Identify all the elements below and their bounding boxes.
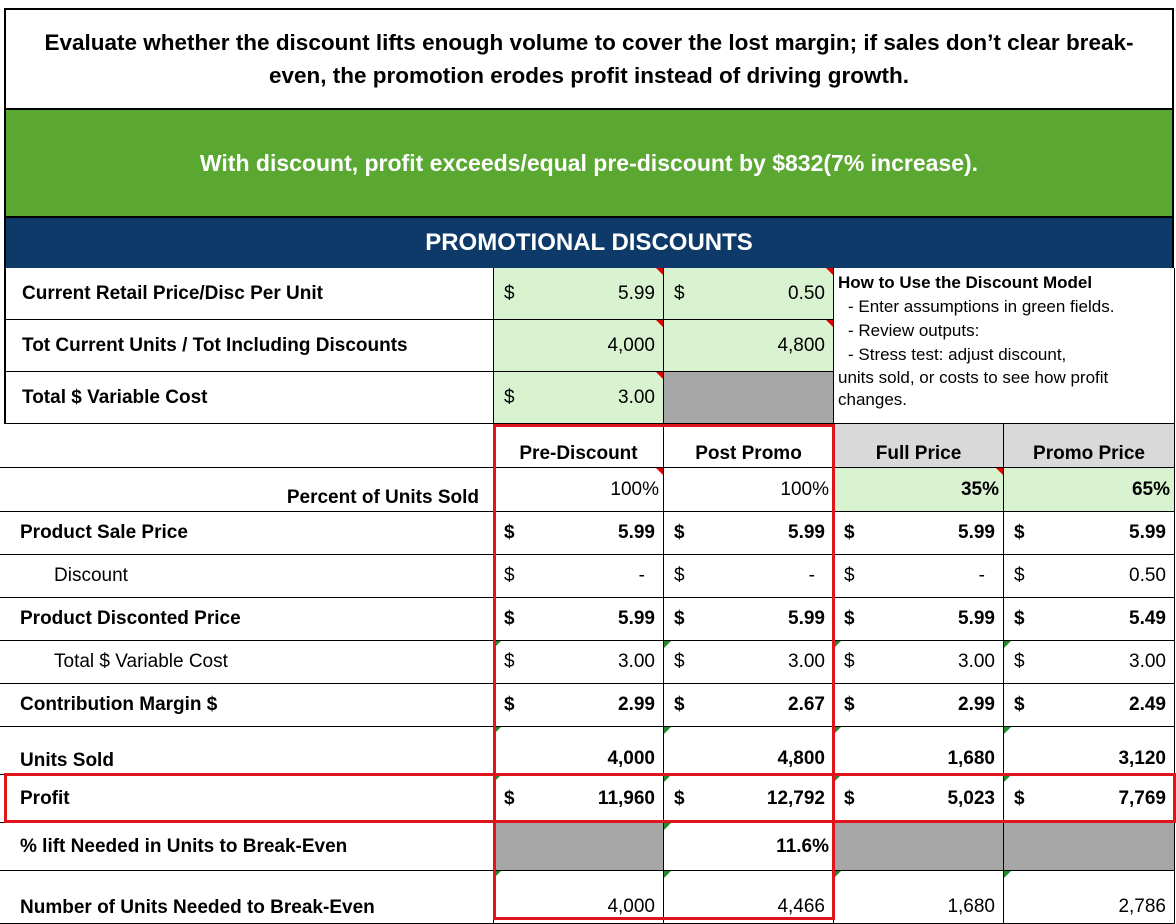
cell-discount-pre bbox=[494, 555, 664, 598]
cell-value: - bbox=[978, 565, 985, 586]
cell-breakeven-post bbox=[664, 871, 834, 924]
how-to-line: - Stress test: adjust discount, bbox=[848, 345, 1067, 364]
input-value: 0.50 bbox=[788, 282, 825, 304]
header-promo-price: Promo Price bbox=[1004, 424, 1175, 468]
cell-sale-price-post bbox=[664, 512, 834, 555]
input-discount-per-unit[interactable] bbox=[664, 268, 834, 320]
cell-value: 2.49 bbox=[1129, 694, 1166, 715]
currency-symbol: $ bbox=[844, 608, 855, 629]
how-to-line: - Enter assumptions in green fields. bbox=[848, 297, 1115, 316]
cell-sale-price-promo bbox=[1004, 512, 1175, 555]
result-banner: With discount, profit exceeds/equal pre-discount by $832(7% increase). bbox=[4, 110, 1174, 216]
cell-varcost-pre bbox=[494, 641, 664, 684]
cell-profit-pre bbox=[494, 775, 664, 823]
header-blank bbox=[0, 424, 494, 468]
header-post-promo: Post Promo bbox=[664, 424, 834, 468]
cell-value: 5.99 bbox=[1129, 522, 1166, 543]
cell-value: 2.67 bbox=[788, 694, 825, 715]
cell-varcost-full bbox=[834, 641, 1004, 684]
cell-value: 4,800 bbox=[777, 748, 825, 769]
currency-symbol: $ bbox=[504, 565, 515, 586]
currency-symbol: $ bbox=[674, 608, 685, 629]
cell-percent-post bbox=[664, 468, 834, 512]
currency-symbol: $ bbox=[504, 608, 515, 629]
cell-units-post bbox=[664, 727, 834, 775]
currency-symbol: $ bbox=[674, 565, 685, 586]
cell-lift-pre bbox=[494, 823, 664, 871]
row-label-units-sold: Units Sold bbox=[0, 727, 494, 775]
cell-breakeven-promo bbox=[1004, 871, 1175, 924]
currency-symbol: $ bbox=[1014, 694, 1025, 715]
currency-symbol: $ bbox=[674, 694, 685, 715]
header-pre-discount: Pre-Discount bbox=[494, 424, 664, 468]
cell-profit-post bbox=[664, 775, 834, 823]
row-label-sale-price: Product Sale Price bbox=[0, 512, 494, 555]
input-total-units-discounts[interactable] bbox=[664, 320, 834, 372]
currency-symbol: $ bbox=[504, 282, 515, 304]
cell-value: 100% bbox=[610, 478, 659, 500]
instruction-banner: Evaluate whether the discount lifts enough volume to cover the lost margin; if sales don’t clear break-even, the promotion erodes profit instead of driving growth. bbox=[4, 8, 1174, 110]
cell-value: 2.99 bbox=[958, 694, 995, 715]
row-label-discount: Discount bbox=[0, 555, 494, 598]
input-value: 4,000 bbox=[607, 334, 655, 356]
currency-symbol: $ bbox=[1014, 522, 1025, 543]
cell-value: 3.00 bbox=[1129, 651, 1166, 672]
input-value: 3.00 bbox=[618, 386, 655, 408]
cell-varcost-post bbox=[664, 641, 834, 684]
cell-lift-full bbox=[834, 823, 1004, 871]
input-value: 5.99 bbox=[618, 282, 655, 304]
currency-symbol: $ bbox=[1014, 608, 1025, 629]
cell-value: 7,769 bbox=[1118, 787, 1166, 809]
cell-value: 35% bbox=[960, 478, 999, 500]
row-label-variable-cost: Total $ Variable Cost bbox=[0, 641, 494, 684]
header-full-price: Full Price bbox=[834, 424, 1004, 468]
cell-varcost-promo bbox=[1004, 641, 1175, 684]
currency-symbol: $ bbox=[844, 787, 855, 809]
cell-value: - bbox=[638, 565, 645, 586]
currency-symbol: $ bbox=[674, 787, 685, 809]
cell-discount-promo bbox=[1004, 555, 1175, 598]
row-label-contribution-margin: Contribution Margin $ bbox=[0, 684, 494, 727]
currency-symbol: $ bbox=[844, 565, 855, 586]
cell-discounted-full bbox=[834, 598, 1004, 641]
cell-sale-price-full bbox=[834, 512, 1004, 555]
cell-value: 11,960 bbox=[597, 787, 655, 809]
cell-value: 1,680 bbox=[947, 896, 995, 917]
input-label-variable-cost: Total $ Variable Cost bbox=[6, 372, 494, 424]
input-percent-full-price[interactable] bbox=[834, 468, 1004, 512]
row-label-lift-needed: % lift Needed in Units to Break-Even bbox=[0, 823, 494, 871]
cell-value: 5.99 bbox=[958, 608, 995, 629]
currency-symbol: $ bbox=[504, 787, 515, 809]
currency-symbol: $ bbox=[1014, 787, 1025, 809]
how-to-title: How to Use the Discount Model bbox=[838, 273, 1093, 292]
row-label-discounted-price: Product Disconted Price bbox=[0, 598, 494, 641]
cell-value: 11.6% bbox=[776, 835, 829, 857]
how-to-panel bbox=[834, 268, 1175, 424]
cell-units-pre bbox=[494, 727, 664, 775]
currency-symbol: $ bbox=[504, 694, 515, 715]
input-label-price-disc: Current Retail Price/Disc Per Unit bbox=[6, 268, 494, 320]
cell-value: 5.99 bbox=[958, 522, 995, 543]
currency-symbol: $ bbox=[844, 694, 855, 715]
currency-symbol: $ bbox=[844, 651, 855, 672]
cell-value: 4,466 bbox=[777, 896, 825, 917]
cell-discounted-pre bbox=[494, 598, 664, 641]
cell-breakeven-pre bbox=[494, 871, 664, 924]
currency-symbol: $ bbox=[1014, 651, 1025, 672]
cell-value: 5.99 bbox=[788, 522, 825, 543]
row-label-units-break-even: Number of Units Needed to Break-Even bbox=[0, 871, 494, 924]
cell-sale-price-pre bbox=[494, 512, 664, 555]
cell-value: 2,786 bbox=[1118, 896, 1166, 917]
cell-value: 100% bbox=[780, 478, 829, 500]
cell-value: 5.99 bbox=[618, 608, 655, 629]
cell-profit-full bbox=[834, 775, 1004, 823]
currency-symbol: $ bbox=[674, 651, 685, 672]
currency-symbol: $ bbox=[844, 522, 855, 543]
currency-symbol: $ bbox=[504, 651, 515, 672]
cell-units-promo bbox=[1004, 727, 1175, 775]
cell-value: 4,000 bbox=[607, 896, 655, 917]
input-variable-cost[interactable] bbox=[494, 372, 664, 424]
cell-margin-full bbox=[834, 684, 1004, 727]
currency-symbol: $ bbox=[504, 386, 515, 408]
currency-symbol: $ bbox=[674, 522, 685, 543]
input-retail-price[interactable] bbox=[494, 268, 664, 320]
cell-discount-post bbox=[664, 555, 834, 598]
cell-value: 5.99 bbox=[618, 522, 655, 543]
cell-value: 0.50 bbox=[1129, 565, 1166, 586]
cell-value: 5.99 bbox=[788, 608, 825, 629]
how-to-line: - Review outputs: bbox=[848, 321, 980, 340]
cell-margin-pre bbox=[494, 684, 664, 727]
cell-value: 65% bbox=[1131, 478, 1170, 500]
currency-symbol: $ bbox=[504, 522, 515, 543]
empty-gray-cell bbox=[664, 372, 834, 424]
cell-value: 3.00 bbox=[788, 651, 825, 672]
input-current-units[interactable] bbox=[494, 320, 664, 372]
row-label-percent-units: Percent of Units Sold bbox=[0, 468, 494, 512]
cell-discounted-promo bbox=[1004, 598, 1175, 641]
section-title: PROMOTIONAL DISCOUNTS bbox=[4, 216, 1174, 268]
cell-value: 5,023 bbox=[947, 787, 995, 809]
row-label-profit: Profit bbox=[0, 775, 494, 823]
cell-value: 2.99 bbox=[618, 694, 655, 715]
cell-value: 3.00 bbox=[958, 651, 995, 672]
cell-discounted-post bbox=[664, 598, 834, 641]
cell-value: 4,000 bbox=[607, 748, 655, 769]
cell-percent-pre bbox=[494, 468, 664, 512]
cell-value: 3,120 bbox=[1118, 748, 1166, 769]
cell-units-full bbox=[834, 727, 1004, 775]
cell-value: - bbox=[808, 565, 815, 586]
cell-percent-promo-price bbox=[1004, 468, 1175, 512]
currency-symbol: $ bbox=[1014, 565, 1025, 586]
cell-lift-promo bbox=[1004, 823, 1175, 871]
cell-lift-post bbox=[664, 823, 834, 871]
input-value: 4,800 bbox=[777, 334, 825, 356]
cell-breakeven-full bbox=[834, 871, 1004, 924]
how-to-line: units sold, or costs to see how profit changes. bbox=[838, 368, 1109, 409]
cell-value: 3.00 bbox=[618, 651, 655, 672]
cell-value: 5.49 bbox=[1129, 608, 1166, 629]
cell-profit-promo bbox=[1004, 775, 1175, 823]
input-label-units: Tot Current Units / Tot Including Discounts bbox=[6, 320, 494, 372]
cell-discount-full bbox=[834, 555, 1004, 598]
currency-symbol: $ bbox=[674, 282, 685, 304]
cell-margin-post bbox=[664, 684, 834, 727]
cell-margin-promo bbox=[1004, 684, 1175, 727]
cell-value: 12,792 bbox=[766, 787, 825, 809]
cell-value: 1,680 bbox=[947, 748, 995, 769]
